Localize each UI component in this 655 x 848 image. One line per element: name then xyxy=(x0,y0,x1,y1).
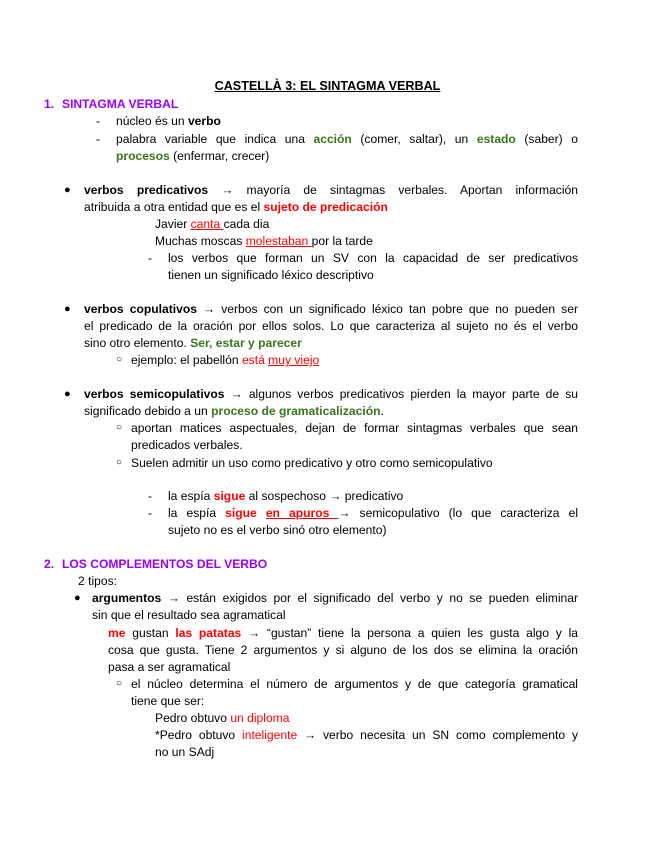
circle-marker: ○ xyxy=(116,422,123,433)
section-1-number: 1. xyxy=(44,97,55,111)
bullet-marker: ● xyxy=(64,303,71,315)
pred-sub-2: tienen un significado léxico descriptivo xyxy=(168,268,374,282)
semi-example-2-cont: sujeto no es el verbo sinó otro elemento) xyxy=(168,523,387,537)
circle-marker: ○ xyxy=(116,457,123,468)
semi-c1-line-1: aportan matices aspectuales, dejan de formar sintagmas verbales que sean xyxy=(131,421,578,435)
s1-line-3: procesos (enfermar, crecer) xyxy=(116,149,270,163)
bullet-marker: ● xyxy=(64,388,71,400)
circle-marker: ○ xyxy=(116,354,123,365)
semi-c1-line-2: predicados verbales. xyxy=(131,438,243,452)
bullet-marker: ● xyxy=(64,184,71,196)
pedro-example-1: Pedro obtuvo un diploma xyxy=(155,711,290,725)
bullet-marker: ● xyxy=(74,592,81,604)
dash-marker: - xyxy=(96,132,101,146)
semi-line-2: significado debido a un proceso de gramaticalización. xyxy=(84,404,384,418)
semi-example-2: la espía sigue en apuros → semicopulativo (lo que caracteriza el xyxy=(168,506,578,520)
pedro-example-2: *Pedro obtuvo inteligente → verbo necesita un SN como complemento y xyxy=(155,728,578,742)
pred-example-2: Muchas moscas molestaban por la tarde xyxy=(155,234,373,248)
s1-line-2: palabra variable que indica una acción (comer, saltar), un estado (saber) o xyxy=(116,132,578,146)
me-example-line-2: cosa que gusta. Tiene 2 argumentos y si alguno de los dos se elimina la oración xyxy=(108,643,578,657)
circle-marker: ○ xyxy=(116,678,123,689)
arg-line-2: sin que el resultado sea agramatical xyxy=(92,608,286,622)
semi-example-1: la espía sigue al sospechoso → predicativo xyxy=(168,489,404,503)
dash-marker: - xyxy=(96,114,101,128)
tipos-label: 2 tipos: xyxy=(78,574,117,588)
pred-line-1: verbos predicativos → mayoría de sintagmas verbales. Aportan información xyxy=(84,183,578,197)
dash-marker: - xyxy=(148,251,153,265)
semi-c2: Suelen admitir un uso como predicativo y otro como semicopulativo xyxy=(131,456,493,470)
cop-line-3: sino otro elemento. Ser, estar y parecer xyxy=(84,336,302,350)
me-example-line-1: me gustan las patatas → “gustan” tiene la persona a quien les gusta algo y la xyxy=(108,626,579,640)
page-title: CASTELLÀ 3: EL SINTAGMA VERBAL xyxy=(214,79,441,93)
dash-marker: - xyxy=(148,489,153,503)
semi-line-1: verbos semicopulativos → algunos verbos predicativos pierden la mayor parte de su xyxy=(84,387,578,401)
arg-line-1: argumentos → están exigidos por el significado del verbo y no se pueden eliminar xyxy=(92,591,578,605)
s1-line-1: núcleo és un verbo xyxy=(116,114,221,128)
dash-marker: - xyxy=(148,506,153,520)
me-example-line-3: pasa a ser agramatical xyxy=(108,660,231,674)
nucleo-line-1: el núcleo determina el número de argumentos y de que categoría gramatical xyxy=(131,677,578,691)
pred-sub-1: los verbos que forman un SV con la capacidad de ser predicativos xyxy=(168,251,578,265)
cop-line-1: verbos copulativos → verbos con un significado léxico tan pobre que no pueden ser xyxy=(84,302,578,316)
pedro-example-2-cont: no un SAdj xyxy=(155,745,215,759)
cop-line-2: el predicado de la oración por ellos solos. Lo que caracteriza al sujeto no és el verbo xyxy=(84,319,578,333)
pred-example-1: Javier canta cada dia xyxy=(155,217,270,231)
pred-line-2: atribuida a otra entidad que es el sujeto de predicación xyxy=(84,200,388,214)
section-2-heading: LOS COMPLEMENTOS DEL VERBO xyxy=(62,557,268,571)
section-1-heading: SINTAGMA VERBAL xyxy=(62,97,179,111)
cop-example: ejemplo: el pabellón está muy viejo xyxy=(131,353,320,367)
nucleo-line-2: tiene que ser: xyxy=(131,694,205,708)
section-2-number: 2. xyxy=(44,557,55,571)
